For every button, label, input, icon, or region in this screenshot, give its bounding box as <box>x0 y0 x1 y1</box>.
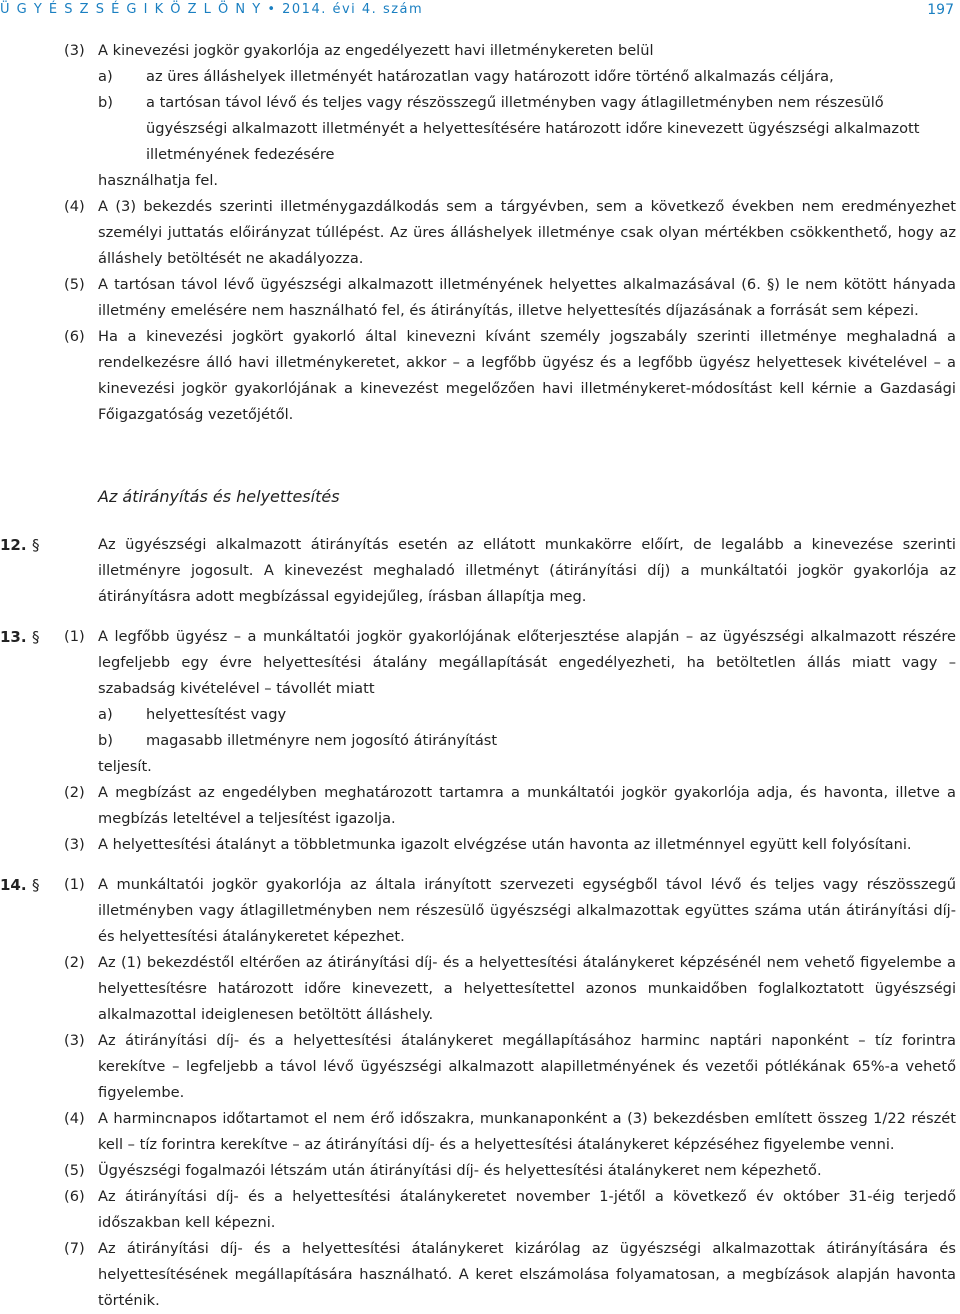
section-number: 14. <box>0 876 27 894</box>
paragraph-number: (3) <box>64 836 85 853</box>
paragraph-number: (4) <box>64 1110 85 1127</box>
paragraph-text: Az (1) bekezdéstől eltérően az átirányítási díj- és a helyettesítési átalánykeret képzésénél nem vehető figyelembe a helyettesítésre határozott időre kinevezett, a helyettesítettel azonos munkaidőben foglalkoztatott ügyészségi alkalmazottal ideiglenesen betöltött álláshely. <box>98 954 956 1023</box>
paragraph-text: A megbízást az engedélyben meghatározott tartamra a munkáltatói jogkör gyakorlója adja, és havonta, illetve a megbízás leteltével a teljesítést igazolja. <box>98 784 956 827</box>
section-14-paragraph-1 <box>0 872 960 950</box>
paragraph-number: (5) <box>64 276 85 293</box>
paragraph-text: Ha a kinevezési jogkört gyakorló által kinevezni kívánt személy jogszabály szerinti illetménye meghaladná a rendelkezésre álló havi illetménykeretet, akkor – a legfőbb ügyész és a legfőbb ügyész helyettesek kivételével – a kinevezési jogkör gyakorlójának a kinevezést megelőzően havi illetménykeret-módosítást kell kérnie a Gazdasági Főigazgatóság vezetőjétől. <box>98 328 956 423</box>
section-symbol: § <box>32 628 40 646</box>
list-item-b <box>0 90 960 168</box>
paragraph-text: Az átirányítási díj- és a helyettesítési átalánykeretet november 1-jétől a következő év október 31-éig terjedő időszakban kell képezni. <box>98 1188 956 1231</box>
paragraph-number: (7) <box>64 1240 85 1257</box>
list-marker: a) <box>98 706 113 723</box>
paragraph-text: A (3) bekezdés szerinti illetménygazdálkodás sem a tárgyévben, sem a következő években nem eredményezhet személyi juttatás előirányzat túllépést. Az üres álláshelyek illetménye csak olyan mértékben csökkenthető, hogy az álláshely betöltését ne akadályozza. <box>98 198 956 267</box>
paragraph-number: (6) <box>64 1188 85 1205</box>
list-item-text: a tartósan távol lévő és teljes vagy részösszegű illetményben vagy átlagilletményben nem részesülő ügyészségi alkalmazott illetményét a helyettesítésére határozott időre kinevezett ügyészségi alkalmazott illetményének fedezésére <box>146 94 920 163</box>
paragraph-number: (5) <box>64 1162 85 1179</box>
list-item-text: magasabb illetményre nem jogosító átirányítást <box>146 732 498 749</box>
section-14-paragraph-2 <box>0 950 960 1028</box>
paragraph-4 <box>0 194 960 272</box>
section-title: Az átirányítás és helyettesítés <box>98 487 340 506</box>
page-number: 197 <box>927 2 954 18</box>
section-symbol: § <box>32 536 40 554</box>
section-text: Az ügyészségi alkalmazott átirányítás esetén az ellátott munkakörre előírt, de legalább a kinevezése szerinti illetményre jogosult. A kinevezést meghaladó illetményt (átirányítási díj) a munkáltatói jogkör gyakorlója az átirányításra adott megbízással egyidejűleg, írásban állapítja meg. <box>98 536 956 605</box>
journal-title: Ü G Y É S Z S É G I K Ö Z L Ö N Y • 2014. évi 4. szám <box>0 2 424 17</box>
paragraph-text: teljesít. <box>98 758 152 775</box>
paragraph-number: (2) <box>64 784 85 801</box>
list-marker: b) <box>98 732 113 749</box>
paragraph-6 <box>0 324 960 428</box>
section-13-paragraph-1 <box>0 624 960 702</box>
paragraph-tail <box>0 754 960 780</box>
paragraph-number: (1) <box>64 876 85 893</box>
paragraph-text: Az átirányítási díj- és a helyettesítési átalánykeret kizárólag az ügyészségi alkalmazottak átirányítására és helyettesítésének megállapítására használható. A keret elszámolása folyamatosan, a megbízások alapján havonta történik. <box>98 1240 956 1309</box>
section-14-paragraph-5 <box>0 1158 960 1184</box>
paragraph-text: A kinevezési jogkör gyakorlója az engedélyezett havi illetménykereten belül <box>98 42 654 59</box>
list-marker: b) <box>98 94 113 111</box>
list-item-a <box>0 702 960 728</box>
paragraph-number: (3) <box>64 1032 85 1049</box>
section-14-paragraph-4 <box>0 1106 960 1158</box>
paragraph-number: (3) <box>64 42 85 59</box>
section-14-paragraph-7 <box>0 1236 960 1314</box>
section-symbol: § <box>32 876 40 894</box>
section-12 <box>0 532 960 610</box>
section-14-paragraph-3 <box>0 1028 960 1106</box>
paragraph-3-tail <box>0 168 960 194</box>
paragraph-text: Az átirányítási díj- és a helyettesítési átalánykeret megállapításához harminc naptári naponként – tíz forintra kerekítve – legfeljebb a távol lévő ügyészségi alkalmazott alapilletményének és vezetői pótlékának 65%-a vehető figyelembe. <box>98 1032 956 1101</box>
paragraph-text: Ügyészségi fogalmazói létszám után átirányítási díj- és helyettesítési átalánykeret nem képezhető. <box>98 1162 822 1179</box>
page-header <box>0 0 960 22</box>
section-13-paragraph-2 <box>0 780 960 832</box>
paragraph-text: A legfőbb ügyész – a munkáltatói jogkör gyakorlójának előterjesztése alapján – az ügyészségi alkalmazott részére legfeljebb egy évre helyettesítési átalány megállapítását engedélyezheti, ha betöltetlen állás miatt vagy – szabadság kivételével – távollét miatt <box>98 628 956 697</box>
paragraph-text: A helyettesítési átalányt a többletmunka igazolt elvégzése után havonta az illetménnyel együtt kell folyósítani. <box>98 836 912 853</box>
section-14-paragraph-6 <box>0 1184 960 1236</box>
paragraph-3 <box>0 38 960 64</box>
paragraph-number: (4) <box>64 198 85 215</box>
paragraph-number: (1) <box>64 628 85 645</box>
section-number: 12. <box>0 536 27 554</box>
list-item-text: helyettesítést vagy <box>146 706 287 723</box>
section-13-paragraph-3 <box>0 832 960 858</box>
paragraph-number: (6) <box>64 328 85 345</box>
list-marker: a) <box>98 68 113 85</box>
paragraph-5 <box>0 272 960 324</box>
paragraph-number: (2) <box>64 954 85 971</box>
paragraph-text: A tartósan távol lévő ügyészségi alkalmazott illetményének helyettes alkalmazásával (6. §) le nem kötött hányada illetmény emelésére nem használható fel, és átirányítás, illetve helyettesítés díjazásának a forrását sem képezi. <box>98 276 956 319</box>
section-number: 13. <box>0 628 27 646</box>
paragraph-text: A munkáltatói jogkör gyakorlója az általa irányított szervezeti egységből távol lévő és teljes vagy részösszegű illetményben vagy átlagilletményben nem részesülő ügyészségi alkalmazottak együttes száma után átirányítási díj- és helyettesítési átalánykeretet képezhet. <box>98 876 956 945</box>
paragraph-text: A harmincnapos időtartamot el nem érő időszakra, munkanaponként a (3) bekezdésben említett összeg 1/22 részét kell – tíz forintra kerekítve – az átirányítási díj- és a helyettesítési átalánykeret képzéséhez figyelembe venni. <box>98 1110 956 1153</box>
document-body <box>0 38 960 1314</box>
list-item-text: az üres álláshelyek illetményét határozatlan vagy határozott időre történő alkalmazás céljára, <box>146 68 834 85</box>
list-item-b <box>0 728 960 754</box>
list-item-a <box>0 64 960 90</box>
paragraph-text: használhatja fel. <box>98 172 219 189</box>
